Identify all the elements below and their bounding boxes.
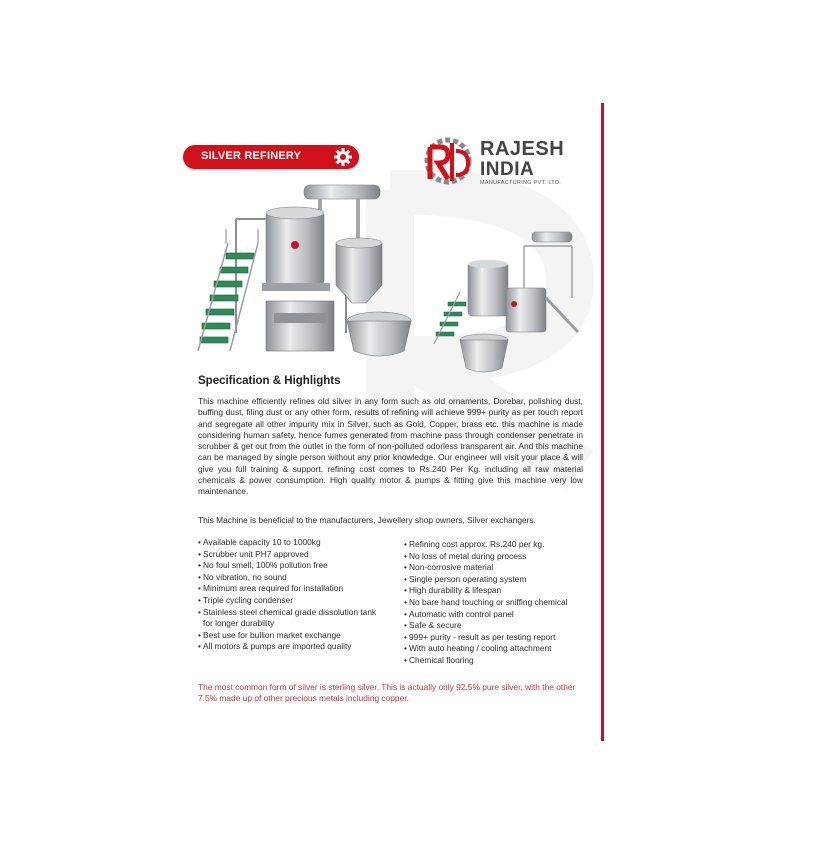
section-heading: Specification & Highlights — [198, 375, 341, 387]
machine-image-main — [196, 183, 428, 363]
list-item: • Refining cost approx. Rs.240 per kg. — [404, 539, 545, 549]
list-item: • No vibration, no sound — [198, 571, 287, 582]
list-item: • Automatic with control panel — [404, 608, 514, 619]
section-pill — [183, 145, 359, 169]
list-item: • Scrubber unit PH7 approved — [198, 548, 309, 559]
gear-icon — [333, 147, 353, 167]
gear-logo-icon — [424, 133, 476, 189]
list-item: • No foul smell, 100% pollution free — [198, 560, 328, 571]
footnote: The most common form of silver is sterling silver. This is actually only 92.5% pure silver, with the other 7.5% made up of other precious metals including copper. — [198, 682, 576, 703]
machine-image-secondary — [432, 228, 582, 380]
list-item: • High durability & lifespan — [404, 585, 502, 596]
list-item: • Minimum area required for installation — [198, 583, 344, 594]
list-item: • Non-corrosive material — [404, 562, 494, 573]
logo-subtitle: MANUFACTURING PVT. LTD. — [480, 180, 562, 186]
pill-title: SILVER REFINERY — [201, 150, 302, 162]
list-item: • Available capacity 10 to 1000kg — [198, 537, 321, 547]
description-paragraph: This machine efficiently refines old silver in any form such as old ornaments, Dorebar, polishing dust, buffing dust, filing dust or any other form, results of refining will achieve 999+ purity as per touch report and segregate all other impurity mix in Silver, such as Gold, Copper, brass etc. this machine is made considering human safety, hence fumes generated from machine pass through condenser penetrate in scrubber & get out from the outlet in the form of non-polluted odorless transparent air. And this machine can be managed by single person without any prior knowledge. Our engineer will visit your place & will give you full training & support. refining cost comes to Rs.240 Per Kg. including all raw material chemicals & power consumption. High quality motor & pumps & fitting give this machine very low maintenance. — [198, 396, 583, 497]
list-item: • No loss of metal during process — [404, 550, 527, 561]
list-item: • No bare hand touching or sniffing chemical — [404, 596, 568, 607]
list-item: • Chemical flooring — [404, 654, 474, 665]
list-item: • Stainless steel chemical grade dissolution tank for longer durability — [198, 606, 377, 629]
list-item: • All motors & pumps are imported quality — [198, 641, 352, 652]
list-item: • 999+ purity - result as per testing report — [404, 631, 556, 642]
list-item: • Single person operating system — [404, 573, 527, 584]
logo-name-line2: INDIA — [480, 159, 535, 180]
features-list-right — [404, 539, 604, 667]
list-item: • With auto heating / cooling attachment — [404, 643, 552, 654]
features-list-left — [198, 537, 398, 653]
logo-name-line1: RAJESH — [480, 138, 565, 160]
list-item: • Triple cycling condenser — [198, 594, 293, 605]
list-item: • Safe & secure — [404, 620, 462, 631]
beneficiaries-paragraph: This Machine is beneficial to the manufacturers, Jewellery shop owners, Silver exchangers. — [198, 515, 536, 525]
list-item: • Best use for bullion market exchange — [198, 629, 341, 640]
company-logo — [424, 133, 584, 193]
